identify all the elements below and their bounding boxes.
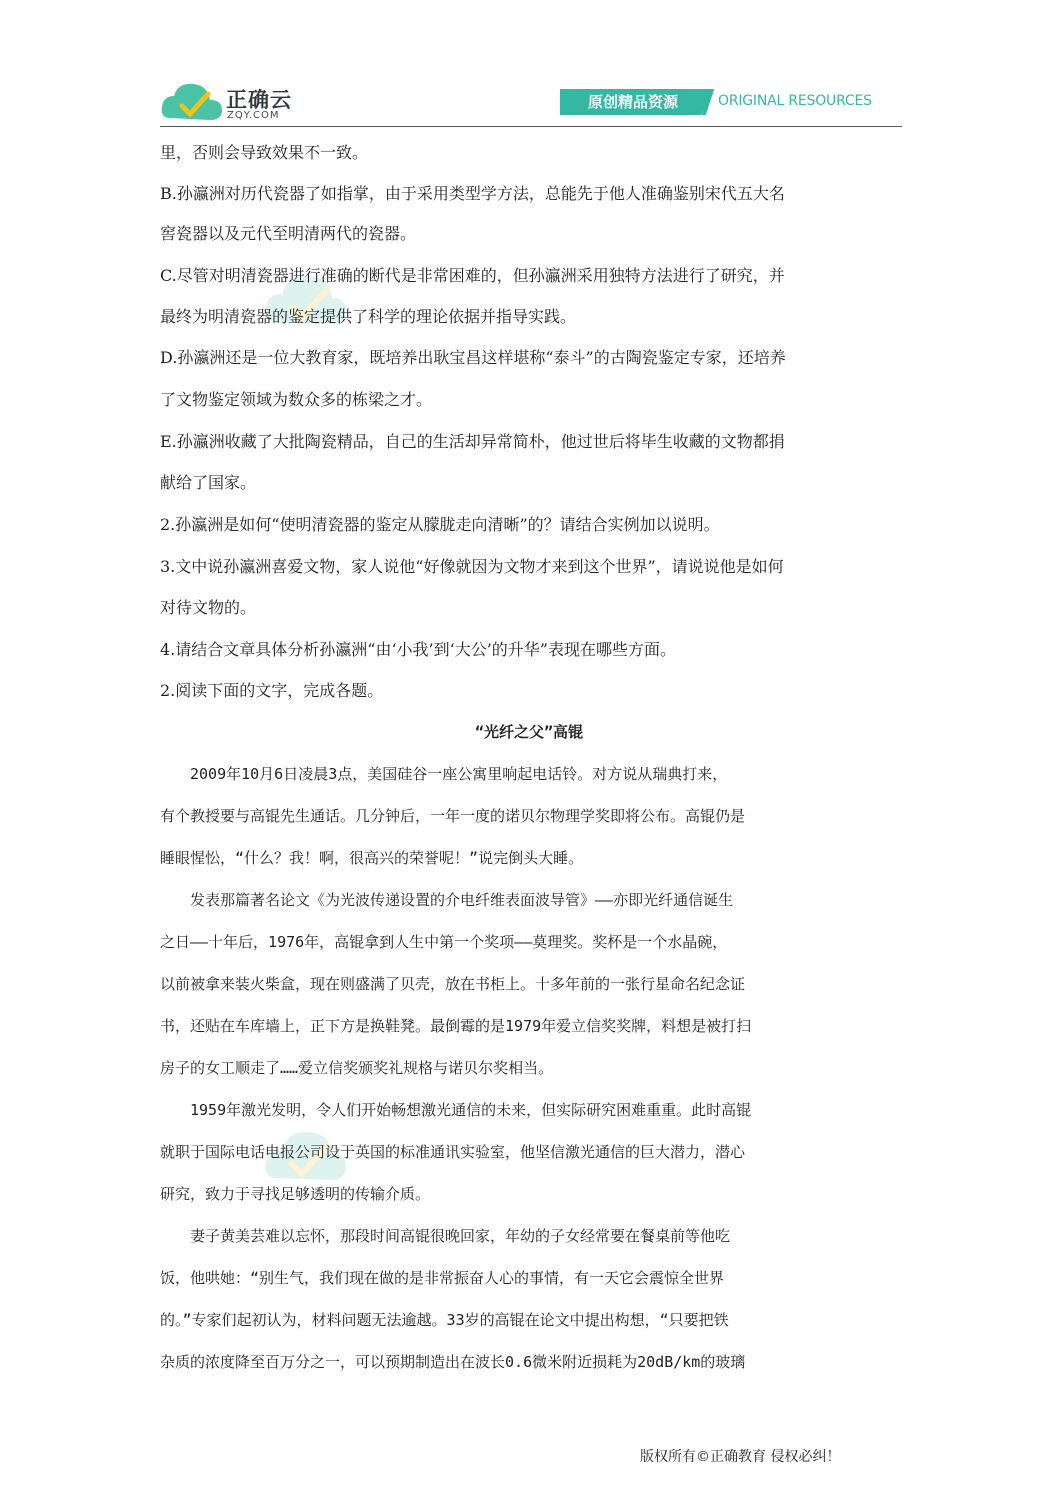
article-line: 房子的女工顺走了……爱立信奖颁奖礼规格与诺贝尔奖相当。 [160, 1059, 554, 1077]
logo-text: 正确云 [226, 88, 292, 112]
text-line: 2.阅读下面的文字，完成各题。 [160, 681, 384, 700]
banner-en-text: ORIGINAL RESOURCES [718, 93, 872, 109]
article-line: 发表那篇著名论文《为光波传递设置的介电纤维表面波导管》——亦即光纤通信诞生 [160, 891, 734, 909]
article-line: 之日——十年后，1976年，高锟拿到人生中第一个奖项——莫理奖。奖杯是一个水晶碗， [160, 933, 728, 951]
article-line: 妻子黄美芸难以忘怀，那段时间高锟很晚回家，年幼的子女经常要在餐桌前等他吃 [160, 1227, 731, 1245]
text-line: 4.请结合文章具体分析孙瀛洲“由‘小我’到‘大公’的升华”表现在哪些方面。 [160, 640, 676, 659]
article-line: 2009年10月6日凌晨3点，美国硅谷一座公寓里响起电话铃。对方说从瑞典打来， [160, 765, 728, 783]
text-line: 最终为明清瓷器的鉴定提供了科学的理论依据并指导实践。 [160, 307, 577, 326]
article-line: 有个教授要与高锟先生通话。几分钟后，一年一度的诺贝尔物理学奖即将公布。高锟仍是 [160, 807, 746, 825]
banner-cn-text: 原创精品资源 [588, 93, 679, 111]
article-title: “光纤之父”高锟 [474, 723, 584, 741]
logo-subtext: ZQY.COM [227, 110, 280, 121]
footer-copyright: 版权所有©正确教育 侵权必纠！ [640, 1449, 841, 1465]
text-line: 2.孙瀛洲是如何“使明清瓷器的鉴定从朦胧走向清晰”的？请结合实例加以说明。 [160, 515, 720, 534]
header-rule [160, 126, 902, 127]
page-header [0, 0, 1058, 130]
text-line: 里，否则会导致效果不一致。 [160, 143, 369, 162]
text-line: B.孙瀛洲对历代瓷器了如指掌，由于采用类型学方法，总能先于他人准确鉴别宋代五大名 [160, 184, 785, 203]
article-line: 杂质的浓度降至百万分之一，可以预期制造出在波长0.6微米附近损耗为20dB/km的玻璃 [160, 1353, 746, 1371]
text-line: 窖瓷器以及元代至明清两代的瓷器。 [160, 224, 417, 243]
article-line: 书，还贴在车库墙上，正下方是换鞋凳。最倒霉的是1979年爱立信奖奖牌，料想是被打扫 [160, 1017, 752, 1035]
article-line: 1959年激光发明，令人们开始畅想激光通信的未来，但实际研究困难重重。此时高锟 [160, 1101, 752, 1119]
text-line: 献给了国家。 [160, 473, 257, 492]
article-line: 睡眼惺忪，“什么？我！啊，很高兴的荣誉呢！”说完倒头大睡。 [160, 849, 584, 867]
article-line: 就职于国际电话电报公司设于英国的标准通讯实验室，他坚信激光通信的巨大潜力，潜心 [160, 1143, 746, 1161]
article-line: 以前被拿来装火柴盒，现在则盛满了贝壳，放在书柜上。十多年前的一张行星命名纪念证 [160, 975, 746, 993]
text-line: C.尽管对明清瓷器进行准确的断代是非常困难的，但孙瀛洲采用独特方法进行了研究，并 [160, 266, 785, 285]
article-line: 的。”专家们起初认为，材料问题无法逾越。33岁的高锟在论文中提出构想，“只要把铁 [160, 1311, 729, 1329]
text-line: D.孙瀛洲还是一位大教育家，既培养出耿宝昌这样堪称“泰斗”的古陶瓷鉴定专家，还培养 [160, 348, 786, 367]
article-line: 研究，致力于寻找足够透明的传输介质。 [160, 1185, 431, 1203]
text-line: 3.文中说孙瀛洲喜爱文物，家人说他“好像就因为文物才来到这个世界”，请说说他是如何 [160, 557, 784, 576]
article-line: 饭，他哄她：“别生气，我们现在做的是非常振奋人心的事情，有一天它会震惊全世界 [160, 1269, 725, 1287]
text-line: 对待文物的。 [160, 598, 257, 617]
text-line: E.孙瀛洲收藏了大批陶瓷精品，自己的生活却异常简朴，他过世后将毕生收藏的文物都捐 [160, 432, 785, 451]
text-line: 了文物鉴定领域为数众多的栋梁之才。 [160, 390, 433, 409]
